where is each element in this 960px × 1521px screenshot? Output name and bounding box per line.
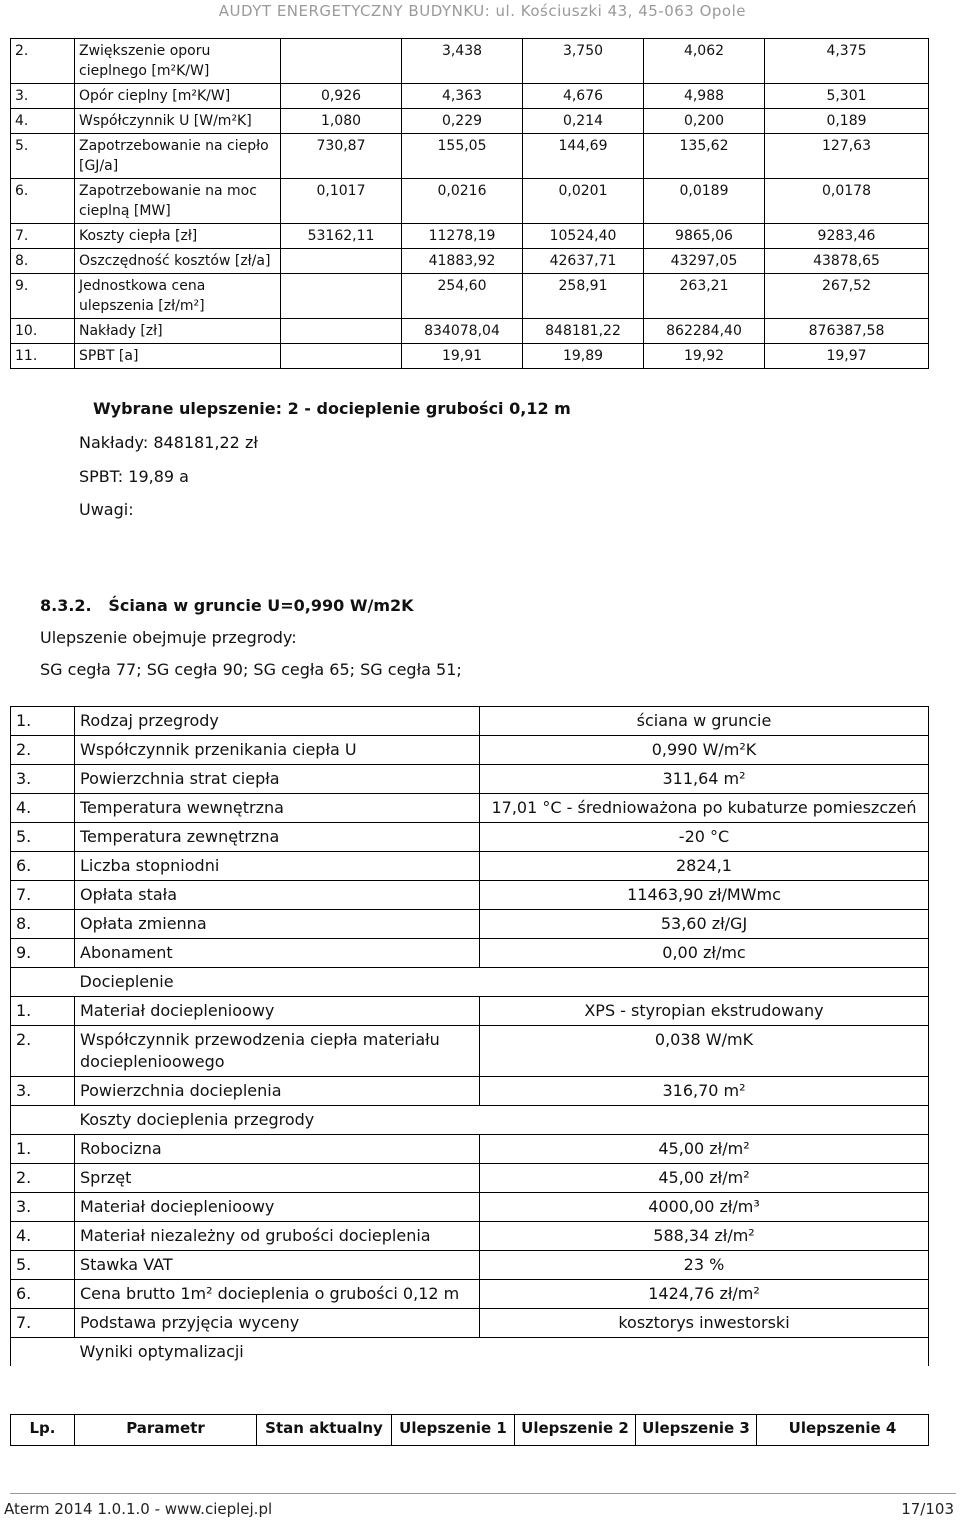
cell-stan: 0,1017 xyxy=(281,179,402,224)
selected-notes: Uwagi: xyxy=(79,500,134,519)
cell-u3: 0,0189 xyxy=(644,179,765,224)
row-value: 2824,1 xyxy=(480,852,929,881)
cell-u3: 43297,05 xyxy=(644,249,765,274)
table-row xyxy=(11,274,929,319)
row-label: Opór cieplny [m²K/W] xyxy=(75,84,281,109)
cell-u4: 0,189 xyxy=(765,109,929,134)
row-label: Opłata zmienna xyxy=(75,910,480,939)
table-row xyxy=(11,249,929,274)
row-label: Liczba stopniodni xyxy=(75,852,480,881)
cell-u3: 0,200 xyxy=(644,109,765,134)
row-label: Abonament xyxy=(75,939,480,968)
cell-u2: 0,0201 xyxy=(523,179,644,224)
parameters-table xyxy=(10,706,929,1366)
footer-software: Aterm 2014 1.0.1.0 - www.cieplej.pl xyxy=(4,1500,273,1518)
cell-u1: 155,05 xyxy=(402,134,523,179)
row-value: kosztorys inwestorski xyxy=(480,1309,929,1338)
cell-u2: 848181,22 xyxy=(523,319,644,344)
table-row xyxy=(11,794,929,823)
row-label: Robocizna xyxy=(75,1135,480,1164)
docieplenie-subheader-label: Docieplenie xyxy=(75,968,929,997)
table-row xyxy=(11,1164,929,1193)
cell-stan xyxy=(281,39,402,84)
koszty-subheader xyxy=(11,1106,929,1135)
table-row xyxy=(11,1280,929,1309)
table-row xyxy=(11,765,929,794)
row-label: Nakłady [zł] xyxy=(75,319,281,344)
row-label: Temperatura zewnętrzna xyxy=(75,823,480,852)
row-number: 2. xyxy=(11,1026,75,1077)
row-value: 0,00 zł/mc xyxy=(480,939,929,968)
cell-u1: 254,60 xyxy=(402,274,523,319)
cell-stan: 1,080 xyxy=(281,109,402,134)
row-value: 0,038 W/mK xyxy=(480,1026,929,1077)
row-label: Zwiększenie oporu cieplnego [m²K/W] xyxy=(75,39,281,84)
row-number: 9. xyxy=(11,274,75,319)
row-value: 311,64 m² xyxy=(480,765,929,794)
section-title: 8.3.2. Ściana w gruncie U=0,990 W/m2K xyxy=(40,596,414,615)
row-label: Współczynnik przewodzenia ciepła materiału docieplenioowego xyxy=(75,1026,480,1077)
row-label: Koszty ciepła [zł] xyxy=(75,224,281,249)
optimization-results-table xyxy=(10,38,929,369)
column-header: Stan aktualny xyxy=(257,1415,392,1446)
row-label: Jednostkowa cena ulepszenia [zł/m²] xyxy=(75,274,281,319)
row-label: Sprzęt xyxy=(75,1164,480,1193)
cell-u2: 0,214 xyxy=(523,109,644,134)
table-row xyxy=(11,939,929,968)
cell-u3: 19,92 xyxy=(644,344,765,369)
table-row xyxy=(11,39,929,84)
row-label: Materiał docieplenioowy xyxy=(75,997,480,1026)
spacer xyxy=(11,1338,75,1367)
row-number: 7. xyxy=(11,881,75,910)
cell-u4: 5,301 xyxy=(765,84,929,109)
table-row xyxy=(11,1309,929,1338)
wyniki-subheader xyxy=(11,1338,929,1367)
row-value: 11463,90 zł/MWmc xyxy=(480,881,929,910)
row-label: Opłata stała xyxy=(75,881,480,910)
cell-u4: 19,97 xyxy=(765,344,929,369)
row-label: Współczynnik U [W/m²K] xyxy=(75,109,281,134)
row-label: Oszczędność kosztów [zł/a] xyxy=(75,249,281,274)
column-header: Parametr xyxy=(75,1415,257,1446)
row-label: Cena brutto 1m² docieplenia o grubości 0,12 m xyxy=(75,1280,480,1309)
cell-u1: 0,0216 xyxy=(402,179,523,224)
table-row xyxy=(11,707,929,736)
row-number: 8. xyxy=(11,249,75,274)
row-value: 4000,00 zł/m³ xyxy=(480,1193,929,1222)
table-row xyxy=(11,109,929,134)
row-number: 6. xyxy=(11,179,75,224)
table-row xyxy=(11,1193,929,1222)
footer-page-number: 17/103 xyxy=(901,1500,954,1518)
row-number: 1. xyxy=(11,1135,75,1164)
row-label: Rodzaj przegrody xyxy=(75,707,480,736)
cell-u1: 19,91 xyxy=(402,344,523,369)
cell-u2: 4,676 xyxy=(523,84,644,109)
table-row xyxy=(11,881,929,910)
row-label: Zapotrzebowanie na ciepło [GJ/a] xyxy=(75,134,281,179)
row-value: 53,60 zł/GJ xyxy=(480,910,929,939)
column-header: Ulepszenie 4 xyxy=(757,1415,929,1446)
row-value: 45,00 zł/m² xyxy=(480,1164,929,1193)
koszty-subheader-label: Koszty docieplenia przegrody xyxy=(75,1106,929,1135)
row-label: Zapotrzebowanie na moc cieplną [MW] xyxy=(75,179,281,224)
row-label: Stawka VAT xyxy=(75,1251,480,1280)
row-value: 1424,76 zł/m² xyxy=(480,1280,929,1309)
table-row xyxy=(11,179,929,224)
row-value: ściana w gruncie xyxy=(480,707,929,736)
docieplenie-subheader xyxy=(11,968,929,997)
row-number: 1. xyxy=(11,707,75,736)
cell-u4: 876387,58 xyxy=(765,319,929,344)
row-value: 0,990 W/m²K xyxy=(480,736,929,765)
column-header: Ulepszenie 3 xyxy=(636,1415,757,1446)
cell-u1: 41883,92 xyxy=(402,249,523,274)
row-number: 2. xyxy=(11,39,75,84)
wyniki-subheader-label: Wyniki optymalizacji xyxy=(75,1338,929,1367)
table-row xyxy=(11,1026,929,1077)
row-label: Podstawa przyjęcia wyceny xyxy=(75,1309,480,1338)
footer-divider xyxy=(10,1493,956,1494)
selected-spbt: SPBT: 19,89 a xyxy=(79,467,189,486)
cell-u4: 267,52 xyxy=(765,274,929,319)
cell-u2: 10524,40 xyxy=(523,224,644,249)
row-number: 3. xyxy=(11,1193,75,1222)
row-label: Temperatura wewnętrzna xyxy=(75,794,480,823)
cell-u2: 19,89 xyxy=(523,344,644,369)
row-value: 17,01 °C - średnioważona po kubaturze pomieszczeń xyxy=(480,794,929,823)
row-value: 45,00 zł/m² xyxy=(480,1135,929,1164)
cell-stan xyxy=(281,319,402,344)
row-number: 4. xyxy=(11,109,75,134)
row-value: XPS - styropian ekstrudowany xyxy=(480,997,929,1026)
selected-cost: Nakłady: 848181,22 zł xyxy=(79,433,258,452)
cell-stan: 53162,11 xyxy=(281,224,402,249)
column-header: Lp. xyxy=(11,1415,75,1446)
row-number: 2. xyxy=(11,736,75,765)
row-label: Współczynnik przenikania ciepła U xyxy=(75,736,480,765)
cell-u1: 834078,04 xyxy=(402,319,523,344)
table-row xyxy=(11,823,929,852)
row-number: 7. xyxy=(11,1309,75,1338)
section-line-1: Ulepszenie obejmuje przegrody: xyxy=(40,628,297,647)
cell-stan xyxy=(281,274,402,319)
row-label: Materiał niezależny od grubości docieplenia xyxy=(75,1222,480,1251)
page-header: AUDYT ENERGETYCZNY BUDYNKU: ul. Kościuszki 43, 45-063 Opole xyxy=(218,2,746,20)
cell-stan xyxy=(281,249,402,274)
selected-improvement-title: Wybrane ulepszenie: 2 - docieplenie grubości 0,12 m xyxy=(93,399,571,418)
row-number: 10. xyxy=(11,319,75,344)
spacer xyxy=(11,968,75,997)
cell-u3: 135,62 xyxy=(644,134,765,179)
cell-stan: 0,926 xyxy=(281,84,402,109)
table-row xyxy=(11,84,929,109)
row-number: 4. xyxy=(11,794,75,823)
cell-u3: 263,21 xyxy=(644,274,765,319)
row-number: 3. xyxy=(11,1077,75,1106)
table-row xyxy=(11,319,929,344)
row-number: 1. xyxy=(11,997,75,1026)
cell-u4: 9283,46 xyxy=(765,224,929,249)
cell-u3: 4,062 xyxy=(644,39,765,84)
table-row xyxy=(11,997,929,1026)
table-row xyxy=(11,1135,929,1164)
row-value: 316,70 m² xyxy=(480,1077,929,1106)
table-row xyxy=(11,1251,929,1280)
row-value: 23 % xyxy=(480,1251,929,1280)
row-number: 6. xyxy=(11,852,75,881)
table-row xyxy=(11,344,929,369)
table-row xyxy=(11,1077,929,1106)
table-row xyxy=(11,1222,929,1251)
cell-stan xyxy=(281,344,402,369)
spacer xyxy=(11,1106,75,1135)
row-number: 4. xyxy=(11,1222,75,1251)
row-label: Materiał docieplenioowy xyxy=(75,1193,480,1222)
cell-u2: 3,750 xyxy=(523,39,644,84)
row-label: Powierzchnia strat ciepła xyxy=(75,765,480,794)
cell-u1: 11278,19 xyxy=(402,224,523,249)
cell-u4: 43878,65 xyxy=(765,249,929,274)
cell-u2: 258,91 xyxy=(523,274,644,319)
row-label: SPBT [a] xyxy=(75,344,281,369)
row-number: 7. xyxy=(11,224,75,249)
row-number: 9. xyxy=(11,939,75,968)
row-number: 8. xyxy=(11,910,75,939)
table-row xyxy=(11,736,929,765)
cell-u3: 9865,06 xyxy=(644,224,765,249)
cell-u1: 3,438 xyxy=(402,39,523,84)
cell-u4: 4,375 xyxy=(765,39,929,84)
row-number: 5. xyxy=(11,134,75,179)
column-header: Ulepszenie 1 xyxy=(392,1415,515,1446)
row-number: 3. xyxy=(11,765,75,794)
section-line-2: SG cegła 77; SG cegła 90; SG cegła 65; SG cegła 51; xyxy=(40,660,462,679)
row-number: 11. xyxy=(11,344,75,369)
cell-u2: 144,69 xyxy=(523,134,644,179)
row-number: 2. xyxy=(11,1164,75,1193)
cell-u1: 4,363 xyxy=(402,84,523,109)
row-value: 588,34 zł/m² xyxy=(480,1222,929,1251)
row-label: Powierzchnia docieplenia xyxy=(75,1077,480,1106)
cell-u3: 862284,40 xyxy=(644,319,765,344)
row-number: 3. xyxy=(11,84,75,109)
table-row xyxy=(11,134,929,179)
column-header: Ulepszenie 2 xyxy=(515,1415,636,1446)
cell-stan: 730,87 xyxy=(281,134,402,179)
results-header-table xyxy=(10,1414,929,1446)
cell-u4: 127,63 xyxy=(765,134,929,179)
row-number: 5. xyxy=(11,823,75,852)
table-row xyxy=(11,224,929,249)
table-row xyxy=(11,910,929,939)
row-number: 6. xyxy=(11,1280,75,1309)
cell-u1: 0,229 xyxy=(402,109,523,134)
row-number: 5. xyxy=(11,1251,75,1280)
cell-u4: 0,0178 xyxy=(765,179,929,224)
row-value: -20 °C xyxy=(480,823,929,852)
cell-u3: 4,988 xyxy=(644,84,765,109)
cell-u2: 42637,71 xyxy=(523,249,644,274)
table-row xyxy=(11,852,929,881)
